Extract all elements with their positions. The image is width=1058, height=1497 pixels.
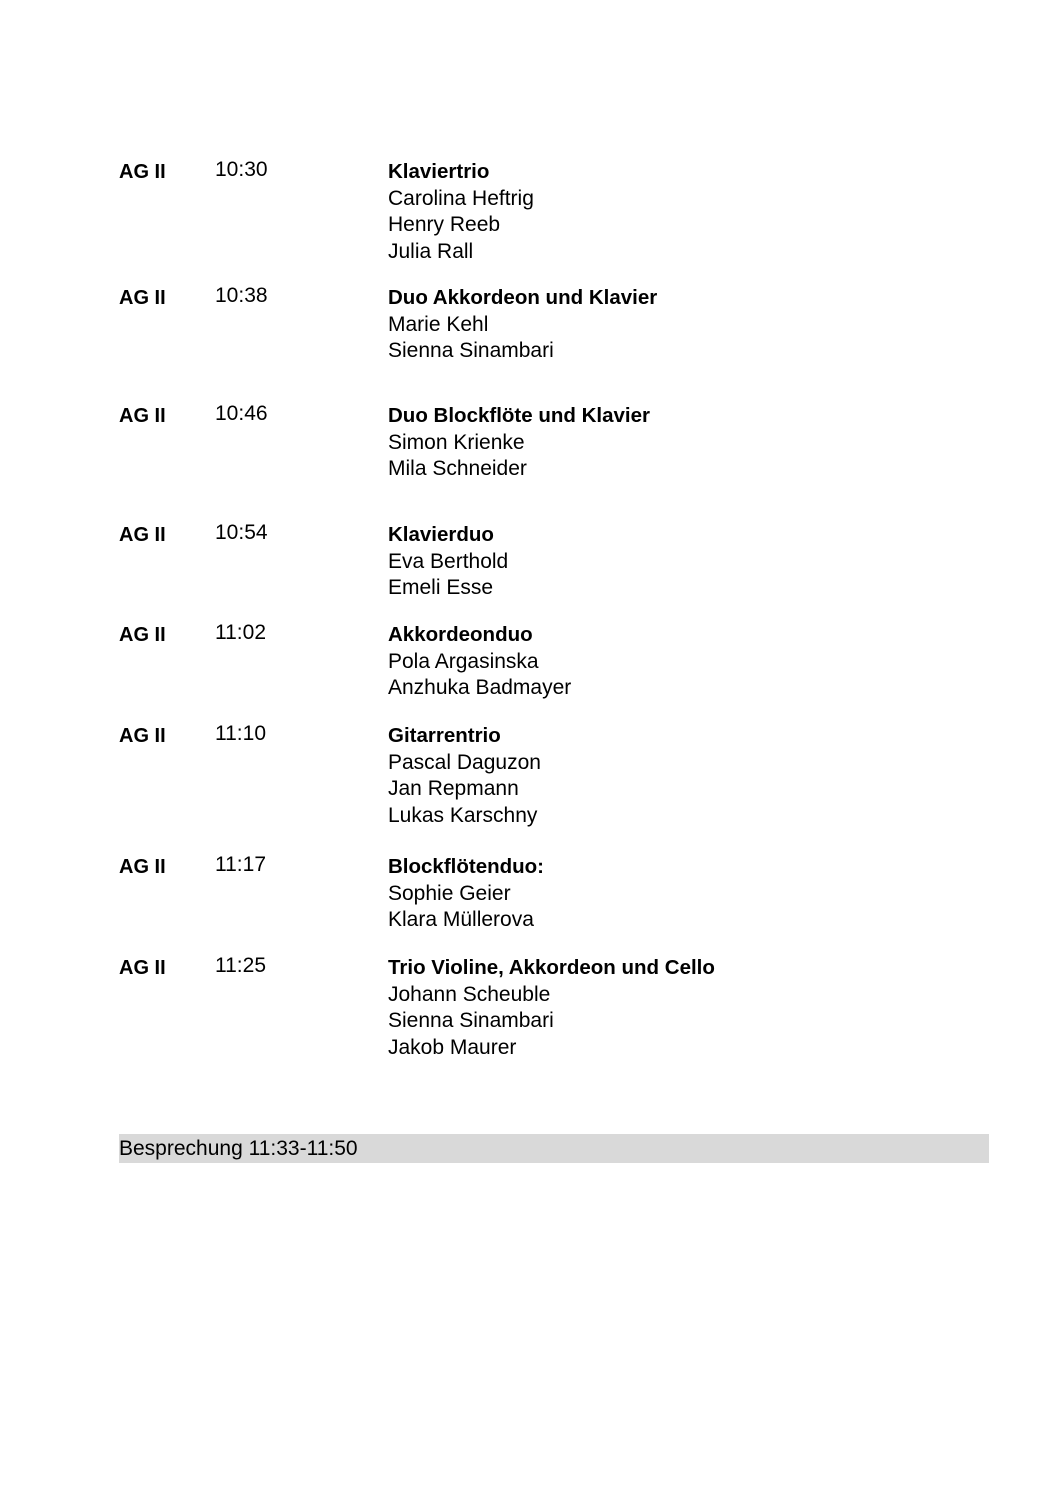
performer-name: Henry Reeb: [388, 213, 501, 237]
performer-name: Johann Scheuble: [388, 982, 551, 1006]
entry-group: AG II: [119, 725, 166, 747]
entry-time: 10:30: [215, 158, 268, 181]
performer-name: Anzhuka Badmayer: [388, 676, 572, 700]
entry-ensemble: [388, 622, 1008, 702]
performer-list: [388, 649, 1008, 702]
performer-name: Jakob Maurer: [388, 1035, 517, 1059]
entry-time: 10:54: [215, 521, 268, 544]
entry-title: Trio Violine, Akkordeon und Cello: [388, 956, 715, 979]
performer-name: Sophie Geier: [388, 881, 511, 905]
entry-time: 11:10: [215, 722, 266, 745]
entry-group: AG II: [119, 524, 166, 546]
performer-name: Emeli Esse: [388, 576, 494, 600]
performer-name: Pascal Daguzon: [388, 750, 541, 774]
performer-name: Julia Rall: [388, 239, 474, 263]
entry-group: AG II: [119, 624, 166, 646]
performer-name: Marie Kehl: [388, 312, 489, 336]
entry-ensemble: [388, 285, 1008, 365]
entry-time: 10:46: [215, 402, 268, 425]
entry-group: AG II: [119, 856, 166, 878]
performer-list: [388, 982, 1008, 1062]
performer-name: Carolina Heftrig: [388, 186, 534, 210]
entry-time: 11:17: [215, 853, 266, 876]
performer-name: Mila Schneider: [388, 457, 527, 481]
entry-ensemble: [388, 522, 1008, 602]
performer-name: Eva Berthold: [388, 549, 509, 573]
entry-group: AG II: [119, 161, 166, 183]
performer-name: Lukas Karschny: [388, 803, 538, 827]
performer-list: [388, 312, 1008, 365]
performer-name: Sienna Sinambari: [388, 339, 554, 363]
entry-group: AG II: [119, 405, 166, 427]
entry-ensemble: [388, 723, 1008, 829]
entry-ensemble: [388, 159, 1008, 265]
performer-name: Pola Argasinska: [388, 649, 539, 673]
entry-time: 10:38: [215, 284, 268, 307]
entry-title: Duo Blockflöte und Klavier: [388, 404, 650, 427]
entry-time: 11:25: [215, 954, 266, 977]
performer-name: Simon Krienke: [388, 430, 525, 454]
performer-list: [388, 549, 1008, 602]
entry-time: 11:02: [215, 621, 266, 644]
discussion-bar: [119, 1134, 989, 1163]
entry-ensemble: [388, 403, 1008, 483]
entry-group: AG II: [119, 957, 166, 979]
performer-list: [388, 750, 1008, 830]
entry-title: Blockflötenduo:: [388, 855, 545, 878]
entry-title: Duo Akkordeon und Klavier: [388, 286, 658, 309]
entry-ensemble: [388, 854, 1008, 934]
performer-name: Klara Müllerova: [388, 908, 534, 932]
performer-list: [388, 881, 1008, 934]
entry-ensemble: [388, 955, 1008, 1061]
performer-list: [388, 186, 1008, 266]
entry-group: AG II: [119, 287, 166, 309]
performer-name: Jan Repmann: [388, 777, 519, 801]
performer-list: [388, 430, 1008, 483]
entry-title: Klavierduo: [388, 523, 494, 546]
entry-title: Gitarrentrio: [388, 724, 501, 747]
discussion-text: Besprechung 11:33-11:50: [119, 1137, 358, 1160]
entry-title: Akkordeonduo: [388, 623, 533, 646]
entry-title: Klaviertrio: [388, 160, 490, 183]
performer-name: Sienna Sinambari: [388, 1009, 554, 1033]
